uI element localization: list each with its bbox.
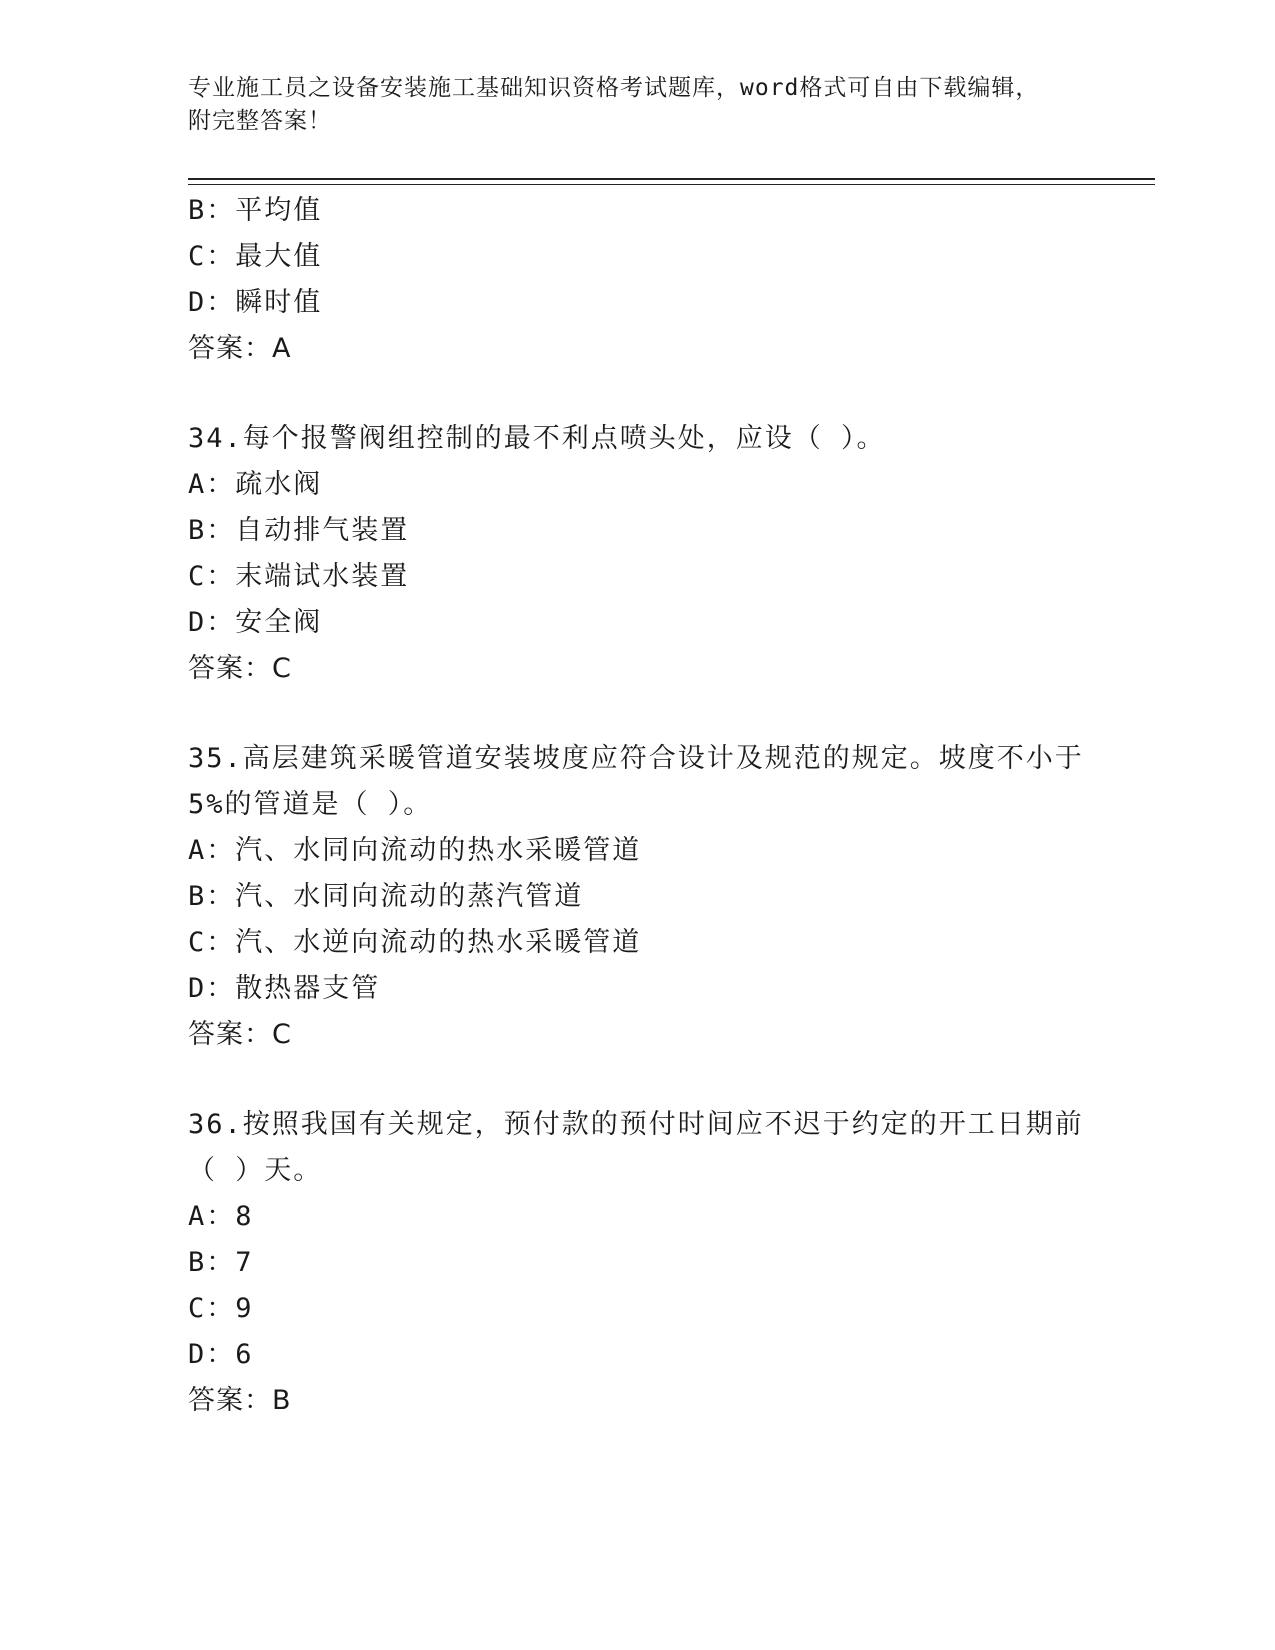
- answer: 答案：B: [188, 1385, 292, 1416]
- option-b: B：汽、水同向流动的蒸汽管道: [188, 881, 584, 912]
- option-b: B：7: [188, 1247, 254, 1278]
- answer: 答案：A: [188, 333, 292, 364]
- option-c: C：汽、水逆向流动的热水采暖管道: [188, 927, 642, 958]
- question-text-line-2: （ ）天。: [188, 1155, 323, 1186]
- question-text-line-1: 35.高层建筑采暖管道安装坡度应符合设计及规范的规定。坡度不小于: [188, 743, 1084, 774]
- document-header: [188, 72, 1068, 138]
- option-d: D：散热器支管: [188, 973, 381, 1004]
- answer: 答案：C: [188, 1019, 292, 1050]
- answer: 答案：C: [188, 653, 292, 684]
- option-c: C：9: [188, 1293, 254, 1324]
- question-list: [188, 188, 1088, 1424]
- option-a: A：疏水阀: [188, 469, 323, 500]
- option-c: C：最大值: [188, 241, 323, 272]
- option-b: B：自动排气装置: [188, 515, 410, 546]
- header-rule-thick: [188, 178, 1155, 180]
- question-34: [188, 416, 1088, 692]
- option-d: D：6: [188, 1339, 254, 1370]
- question-36: [188, 1102, 1088, 1424]
- option-d: D：瞬时值: [188, 287, 323, 318]
- option-a: A：8: [188, 1201, 254, 1232]
- question-text-line-1: 36.按照我国有关规定，预付款的预付时间应不迟于约定的开工日期前: [188, 1109, 1084, 1140]
- header-line-1: 专业施工员之设备安装施工基础知识资格考试题库，word格式可自由下载编辑，: [188, 75, 1040, 101]
- option-a: A：汽、水同向流动的热水采暖管道: [188, 835, 642, 866]
- header-rule-thin: [188, 184, 1155, 185]
- option-b: B：平均值: [188, 195, 323, 226]
- option-d: D：安全阀: [188, 607, 323, 638]
- question-35: [188, 736, 1088, 1058]
- option-c: C：末端试水装置: [188, 561, 410, 592]
- question-text: 34.每个报警阀组控制的最不利点喷头处，应设（ ）。: [188, 423, 886, 454]
- question-33: [188, 188, 1088, 372]
- question-text-line-2: 5%的管道是（ ）。: [188, 789, 433, 820]
- header-line-2: 附完整答案！: [188, 108, 332, 134]
